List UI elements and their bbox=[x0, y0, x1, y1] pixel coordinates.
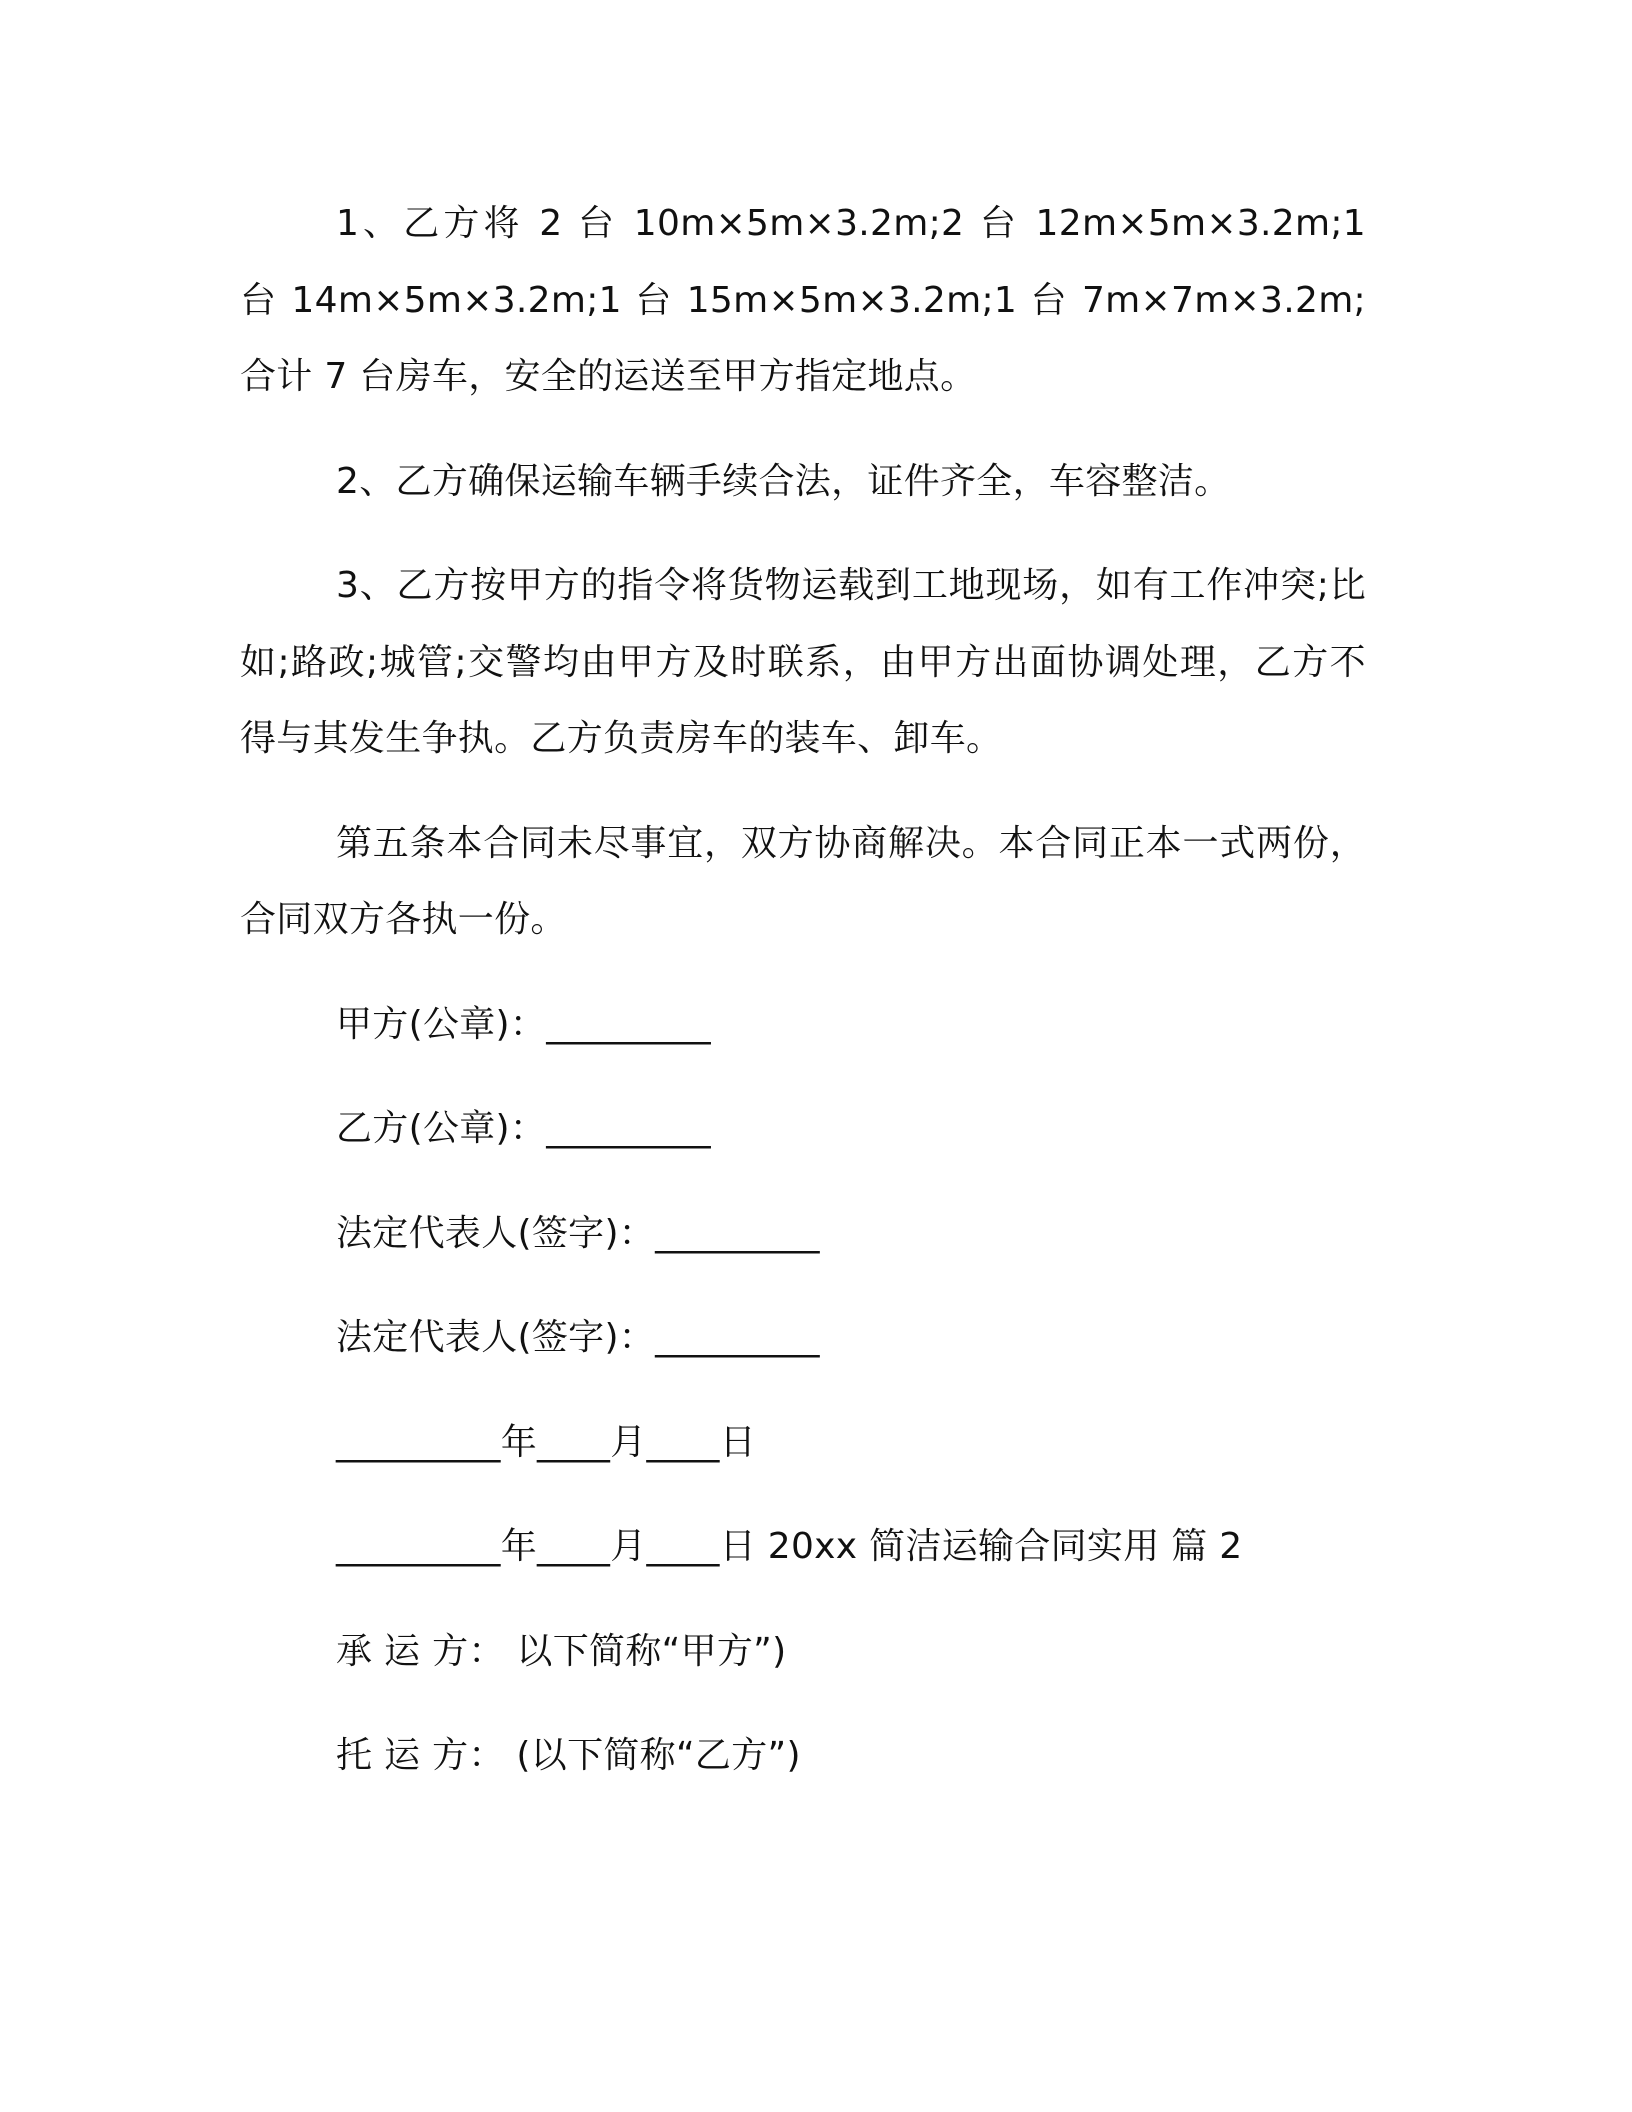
paragraph-gap bbox=[240, 1586, 1366, 1614]
paragraph-gap bbox=[240, 1063, 1366, 1091]
document-body bbox=[240, 186, 1366, 1795]
paragraph-gap bbox=[240, 959, 1366, 987]
paragraph-gap bbox=[240, 416, 1366, 444]
party-b-seal-line: 乙方(公章)：_________ bbox=[336, 1108, 711, 1149]
paragraph-gap bbox=[240, 1690, 1366, 1718]
article-5-paragraph: 第五条本合同未尽事宜，双方协商解决。本合同正本一式两份，合同双方各执一份。 bbox=[240, 822, 1366, 940]
date-and-next-contract-title-line: _________年____月____日 20xx 简洁运输合同实用 篇 2 bbox=[336, 1526, 1243, 1567]
clause-1-paragraph: 1、乙方将 2 台 10m×5m×3.2m;2 台 12m×5m×3.2m;1 台 14m×5m×3.2m;1 台 15m×5m×3.2m;1 台 7m×7m×3.2m;合计 7 台房车，安全的运送至甲方指定地点。 bbox=[240, 203, 1366, 397]
paragraph-gap bbox=[240, 1168, 1366, 1196]
party-a-seal-line: 甲方(公章)：_________ bbox=[336, 1003, 711, 1045]
paragraph-gap bbox=[240, 1272, 1366, 1300]
paragraph-gap bbox=[240, 778, 1366, 806]
paragraph-gap bbox=[240, 1377, 1366, 1405]
clause-3-paragraph: 3、乙方按甲方的指令将货物运载到工地现场，如有工作冲突;比如;路政;城管;交警均由甲方及时联系，由甲方出面协调处理，乙方不得与其发生争执。乙方负责房车的装车、卸车。 bbox=[240, 565, 1366, 759]
paragraph-gap bbox=[240, 520, 1366, 548]
carrier-line: 承 运 方： 以下简称“甲方”) bbox=[336, 1630, 787, 1672]
date-line: _________年____月____日 bbox=[336, 1421, 756, 1463]
shipper-line: 托 运 方： (以下简称“乙方”) bbox=[336, 1735, 801, 1776]
legal-rep-signature-line: 法定代表人(签字)：_________ bbox=[336, 1212, 820, 1254]
paragraph-gap bbox=[240, 1481, 1366, 1509]
legal-rep-signature-line: 法定代表人(签字)：_________ bbox=[336, 1317, 820, 1358]
clause-2-paragraph: 2、乙方确保运输车辆手续合法，证件齐全，车容整洁。 bbox=[336, 460, 1231, 502]
